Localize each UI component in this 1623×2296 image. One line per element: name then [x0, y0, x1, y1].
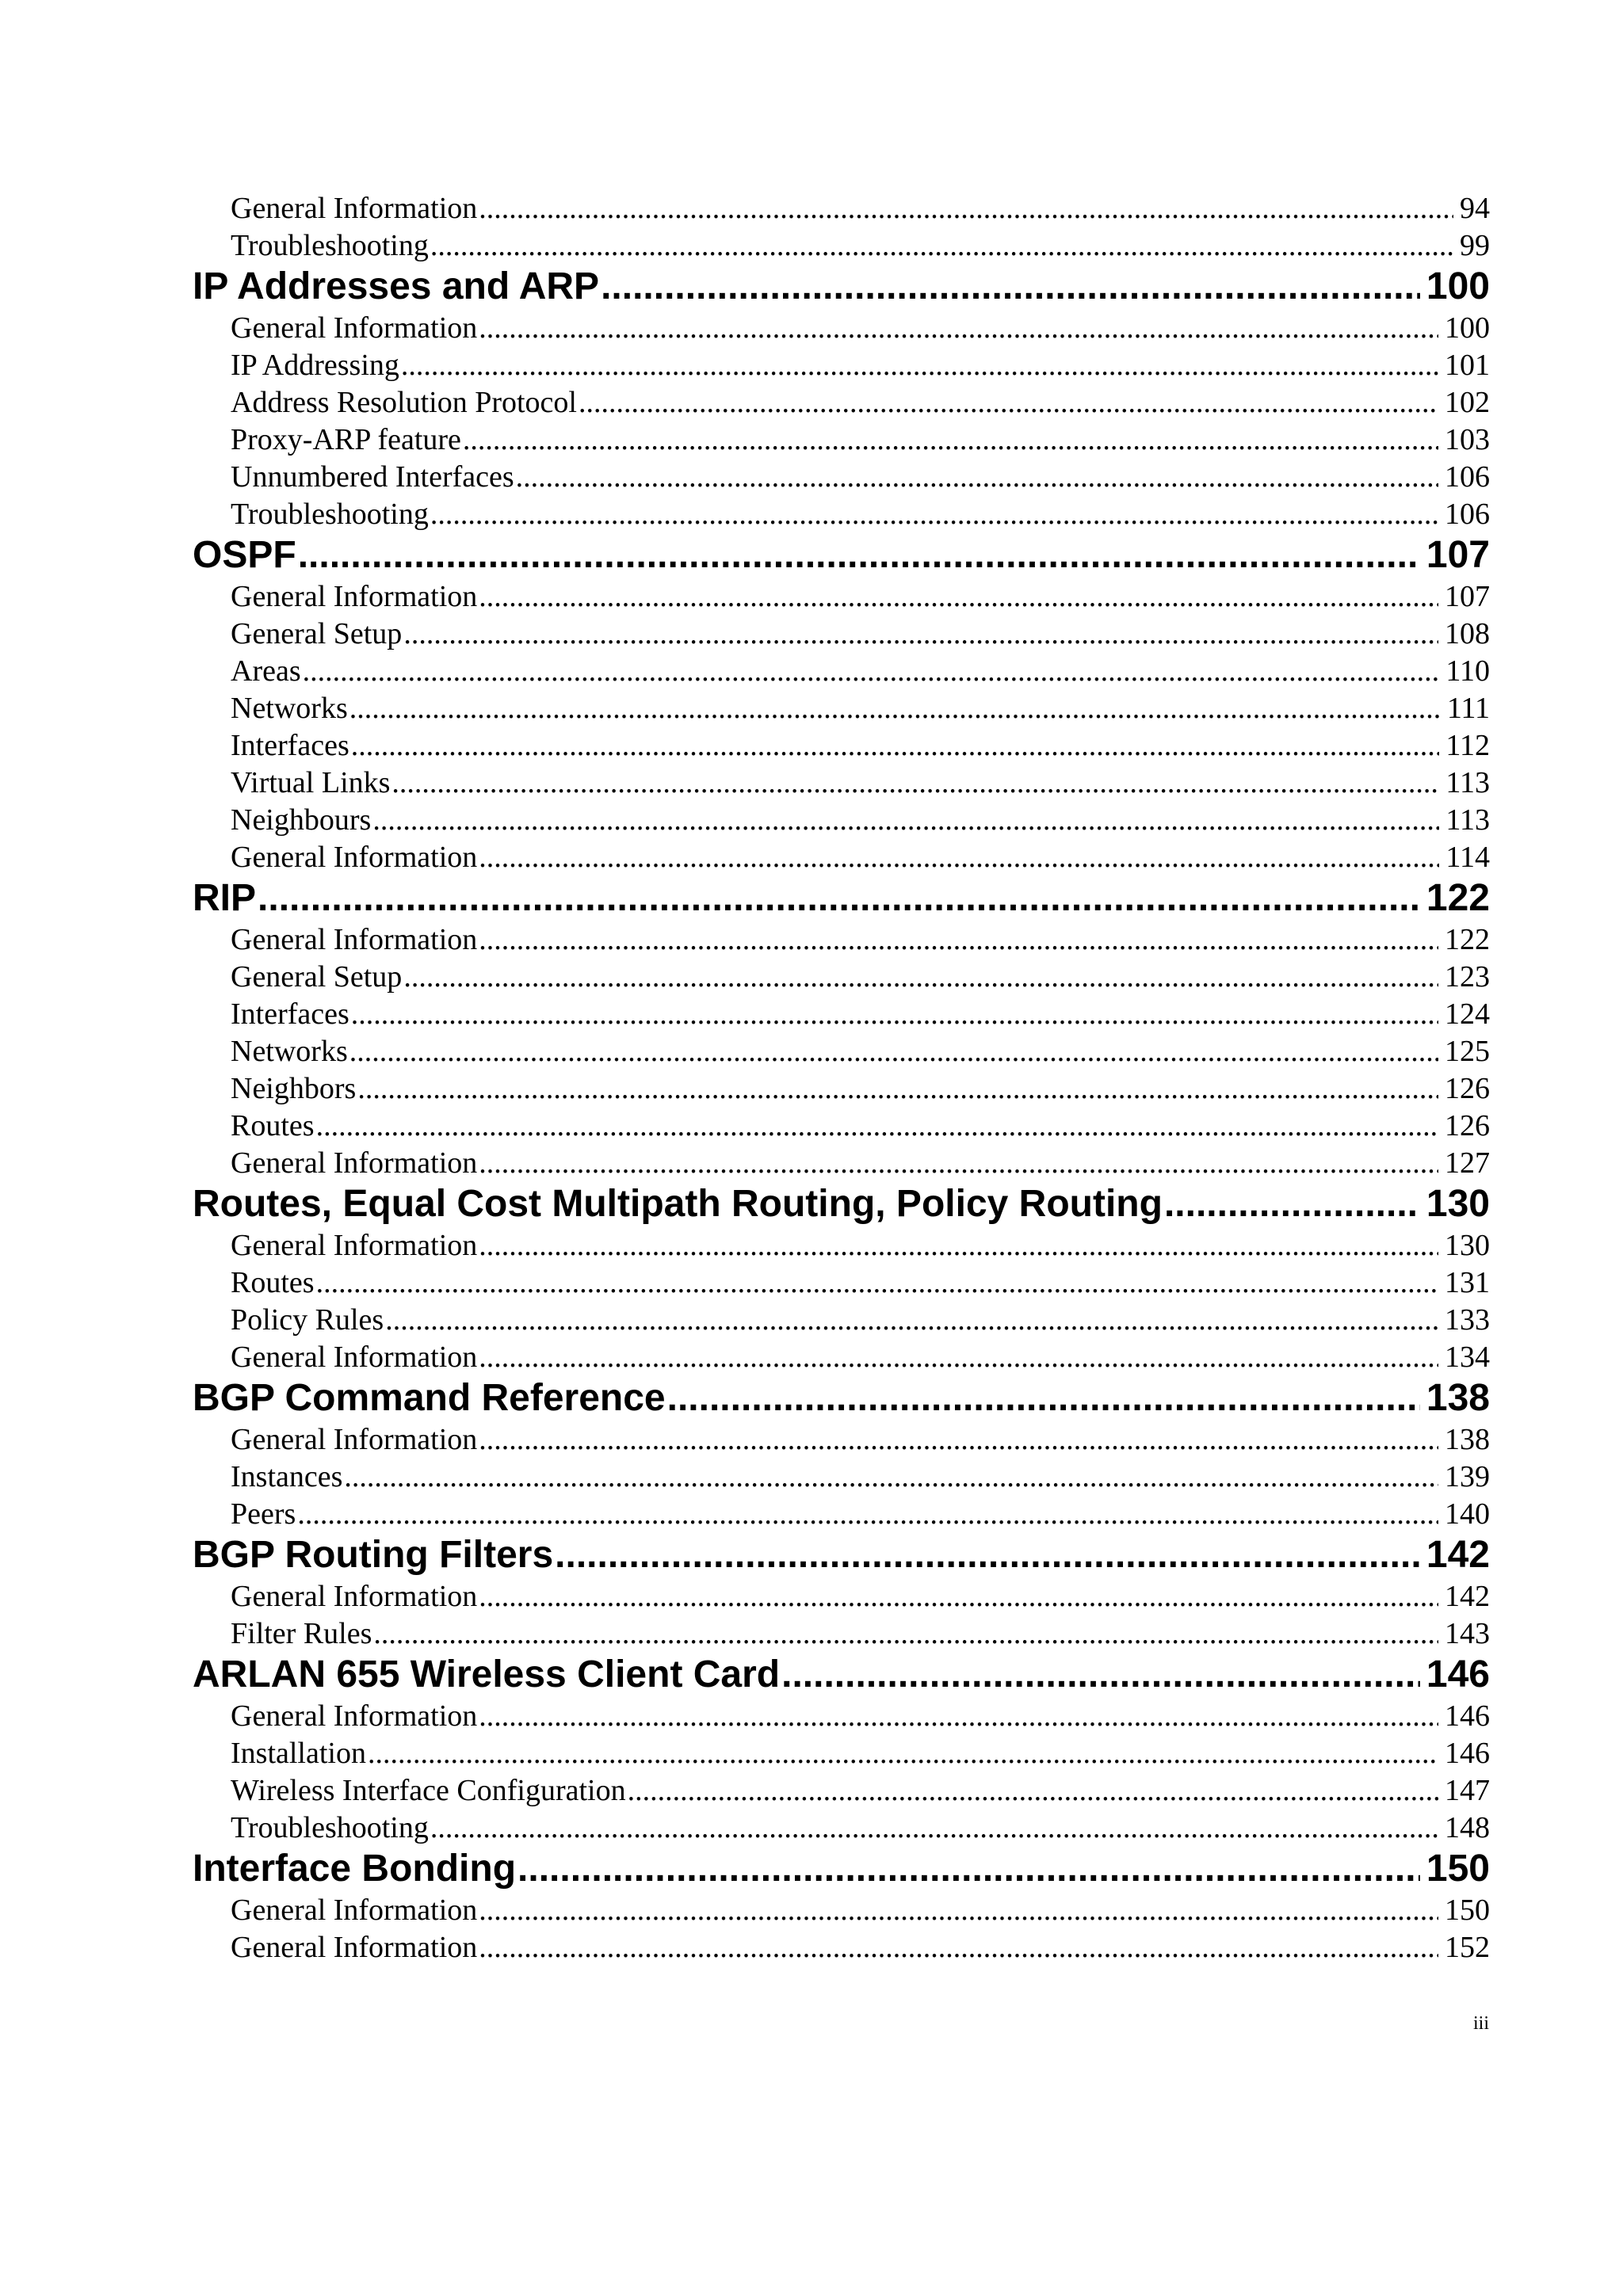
toc-entry[interactable]: [0, 1929, 1623, 1966]
toc-entry-title: BGP Command Reference: [193, 1377, 666, 1419]
toc-entry-title: General Information: [231, 1894, 478, 1927]
toc-entry-page: 138: [1426, 1377, 1490, 1419]
toc-entry-title: General Information: [231, 1423, 478, 1456]
toc-entry-title: BGP Routing Filters: [193, 1534, 554, 1576]
toc-heading[interactable]: [0, 265, 1623, 309]
toc-entry-title: General Information: [231, 1146, 478, 1180]
toc-entry-page: 125: [1445, 1035, 1490, 1068]
toc-entry[interactable]: [0, 1302, 1623, 1339]
toc-entry[interactable]: [0, 1459, 1623, 1496]
dot-leader: [391, 765, 1439, 802]
toc-entry-page: 107: [1426, 534, 1490, 576]
toc-entry-page: 133: [1445, 1303, 1490, 1337]
toc-entry[interactable]: [0, 1892, 1623, 1929]
toc-entry-title: Unnumbered Interfaces: [231, 460, 514, 494]
toc-heading[interactable]: [0, 1653, 1623, 1697]
dot-leader: [258, 876, 1420, 921]
toc-entry-page: 111: [1446, 692, 1490, 725]
toc-entry-title: General Information: [231, 1699, 478, 1733]
toc-entry-title: General Setup: [231, 617, 403, 650]
toc-entry-title: Routes: [231, 1266, 315, 1299]
toc-entry-page: 142: [1426, 1534, 1490, 1576]
toc-entry-page: 99: [1460, 229, 1490, 262]
dot-leader: [298, 533, 1420, 578]
toc-entry[interactable]: [0, 765, 1623, 802]
toc-entry-page: 130: [1445, 1229, 1490, 1262]
dot-leader: [479, 1421, 1438, 1459]
toc-entry[interactable]: [0, 802, 1623, 839]
toc-entry-page: 113: [1445, 766, 1490, 799]
toc-entry-page: 152: [1445, 1931, 1490, 1964]
toc-entry-page: 108: [1445, 617, 1490, 650]
toc-entry[interactable]: [0, 1810, 1623, 1847]
toc-entry[interactable]: [0, 578, 1623, 616]
dot-leader: [368, 1735, 1438, 1772]
toc-entry-page: 103: [1445, 423, 1490, 456]
toc-entry[interactable]: [0, 1070, 1623, 1108]
dot-leader: [479, 921, 1438, 959]
toc-entry-title: Networks: [231, 692, 348, 725]
dot-leader: [479, 578, 1438, 616]
toc-entry-title: General Information: [231, 923, 478, 956]
toc-entry[interactable]: [0, 421, 1623, 459]
toc-entry[interactable]: [0, 1339, 1623, 1376]
toc-heading[interactable]: [0, 876, 1623, 921]
toc-heading[interactable]: [0, 1847, 1623, 1891]
toc-entry-page: 122: [1426, 877, 1490, 919]
toc-entry[interactable]: [0, 347, 1623, 384]
toc-entry-title: Networks: [231, 1035, 348, 1068]
dot-leader: [401, 347, 1438, 384]
dot-leader: [479, 1929, 1438, 1966]
toc-entry-title: General Information: [231, 1931, 478, 1964]
toc-entry-title: Troubleshooting: [231, 229, 429, 262]
toc-entry-page: 127: [1445, 1146, 1490, 1180]
toc-entry-title: Neighbours: [231, 803, 372, 837]
toc-entry-page: 123: [1445, 960, 1490, 994]
toc-entry-page: 106: [1445, 498, 1490, 531]
toc-entry-page: 100: [1426, 265, 1490, 307]
toc-entry-page: 147: [1445, 1774, 1490, 1807]
toc-entry[interactable]: [0, 496, 1623, 533]
toc-entry[interactable]: [0, 190, 1623, 227]
toc-entry-title: General Information: [231, 580, 478, 613]
toc-entry-page: 114: [1445, 841, 1490, 874]
dot-leader: [316, 1264, 1438, 1302]
dot-leader: [430, 1810, 1438, 1847]
dot-leader: [517, 1847, 1420, 1891]
toc-entry-title: IP Addressing: [231, 349, 399, 382]
dot-leader: [303, 653, 1440, 690]
dot-leader: [351, 996, 1438, 1033]
toc-entry-title: General Information: [231, 841, 478, 874]
toc-entry-title: Proxy-ARP feature: [231, 423, 461, 456]
toc-entry-title: General Information: [231, 1341, 478, 1374]
toc-entry-title: Address Resolution Protocol: [231, 386, 577, 419]
toc-entry-title: OSPF: [193, 534, 296, 576]
dot-leader: [479, 1578, 1438, 1615]
dot-leader: [601, 265, 1420, 309]
dot-leader: [479, 1339, 1438, 1376]
toc-entry[interactable]: [0, 1033, 1623, 1070]
dot-leader: [479, 310, 1438, 347]
dot-leader: [479, 839, 1439, 876]
toc-entry[interactable]: [0, 1772, 1623, 1810]
dot-leader: [516, 459, 1438, 496]
toc-entry-page: 143: [1445, 1617, 1490, 1650]
dot-leader: [479, 1698, 1438, 1735]
toc-heading[interactable]: [0, 1376, 1623, 1421]
toc-entry[interactable]: [0, 1496, 1623, 1533]
dot-leader: [479, 1145, 1438, 1182]
toc-entry[interactable]: [0, 690, 1623, 727]
toc-entry-page: 107: [1445, 580, 1490, 613]
dot-leader: [479, 1227, 1438, 1264]
toc-entry-title: Filter Rules: [231, 1617, 372, 1650]
toc-entry-title: Interfaces: [231, 997, 349, 1031]
toc-entry-title: Instances: [231, 1460, 343, 1493]
toc-entry-page: 126: [1445, 1072, 1490, 1105]
toc-entry[interactable]: [0, 616, 1623, 653]
toc-entry-page: 131: [1445, 1266, 1490, 1299]
toc-entry-title: General Information: [231, 192, 478, 225]
toc-entry-title: Wireless Interface Configuration: [231, 1774, 626, 1807]
dot-leader: [781, 1653, 1420, 1697]
dot-leader: [316, 1108, 1438, 1145]
toc-entry[interactable]: [0, 1227, 1623, 1264]
dot-leader: [349, 1033, 1438, 1070]
dot-leader: [667, 1376, 1420, 1421]
toc-entry[interactable]: [0, 959, 1623, 996]
toc-entry[interactable]: [0, 996, 1623, 1033]
toc-entry[interactable]: [0, 839, 1623, 876]
dot-leader: [373, 1615, 1438, 1653]
toc-entry[interactable]: [0, 384, 1623, 421]
toc-entry-page: 102: [1445, 386, 1490, 419]
toc-entry-page: 134: [1445, 1341, 1490, 1374]
dot-leader: [385, 1302, 1438, 1339]
dot-leader: [403, 959, 1438, 996]
dot-leader: [430, 227, 1453, 265]
toc-entry-title: Interface Bonding: [193, 1848, 517, 1890]
toc-entry-title: ARLAN 655 Wireless Client Card: [193, 1653, 781, 1695]
dot-leader: [344, 1459, 1438, 1496]
dot-leader: [297, 1496, 1438, 1533]
toc-entry-page: 126: [1445, 1109, 1490, 1142]
toc-entry[interactable]: [0, 727, 1623, 765]
toc-entry-page: 110: [1445, 654, 1490, 688]
toc-entry-title: Interfaces: [231, 729, 349, 762]
toc-entry-title: Neighbors: [231, 1072, 357, 1105]
toc-entry[interactable]: [0, 1145, 1623, 1182]
toc-entry-title: RIP: [193, 877, 257, 919]
toc-entry[interactable]: [0, 1615, 1623, 1653]
toc-heading[interactable]: [0, 533, 1623, 578]
toc-entry-title: Routes, Equal Cost Multipath Routing, Policy Routing: [193, 1183, 1163, 1225]
toc-entry-page: 150: [1445, 1894, 1490, 1927]
toc-entry-page: 138: [1445, 1423, 1490, 1456]
toc-heading[interactable]: [0, 1533, 1623, 1577]
toc-entry-page: 139: [1445, 1460, 1490, 1493]
dot-leader: [479, 1892, 1438, 1929]
toc-entry-page: 94: [1460, 192, 1490, 225]
toc-entry[interactable]: [0, 459, 1623, 496]
toc-entry[interactable]: [0, 310, 1623, 347]
dot-leader: [430, 496, 1438, 533]
dot-leader: [403, 616, 1438, 653]
toc-entry-title: Troubleshooting: [231, 498, 429, 531]
toc-entry-page: 122: [1445, 923, 1490, 956]
dot-leader: [579, 384, 1438, 421]
toc-entry-page: 113: [1445, 803, 1490, 837]
toc-entry[interactable]: [0, 1578, 1623, 1615]
toc-entry-title: Virtual Links: [231, 766, 391, 799]
toc-entry-page: 106: [1445, 460, 1490, 494]
toc-entry-title: General Information: [231, 1229, 478, 1262]
toc-entry-title: Routes: [231, 1109, 315, 1142]
toc-entry-page: 101: [1445, 349, 1490, 382]
dot-leader: [357, 1070, 1438, 1108]
toc-entry-title: Peers: [231, 1497, 296, 1531]
toc-entry[interactable]: [0, 1421, 1623, 1459]
toc-entry-page: 146: [1426, 1653, 1490, 1695]
dot-leader: [372, 802, 1439, 839]
toc-entry-title: Troubleshooting: [231, 1811, 429, 1844]
toc-entry-title: General Setup: [231, 960, 403, 994]
dot-leader: [479, 190, 1453, 227]
toc-entry-title: IP Addresses and ARP: [193, 265, 600, 307]
toc-entry-page: 148: [1445, 1811, 1490, 1844]
dot-leader: [351, 727, 1440, 765]
dot-leader: [628, 1772, 1438, 1810]
toc-entry-title: Areas: [231, 654, 301, 688]
dot-leader: [555, 1533, 1420, 1577]
toc-entry[interactable]: [0, 227, 1623, 265]
page-number: iii: [1472, 2013, 1489, 2034]
toc-entry-page: 124: [1445, 997, 1490, 1031]
dot-leader: [1164, 1182, 1420, 1226]
toc-entry-page: 142: [1445, 1580, 1490, 1613]
toc-entry-title: Policy Rules: [231, 1303, 384, 1337]
toc-entry[interactable]: [0, 653, 1623, 690]
toc-entry[interactable]: [0, 1698, 1623, 1735]
toc-entry[interactable]: [0, 1264, 1623, 1302]
toc-entry-title: General Information: [231, 1580, 478, 1613]
toc-entry-page: 150: [1426, 1848, 1490, 1890]
toc-heading[interactable]: [0, 1182, 1623, 1226]
toc-entry-page: 146: [1445, 1737, 1490, 1770]
toc-entry-title: Installation: [231, 1737, 366, 1770]
toc-entry[interactable]: [0, 921, 1623, 959]
dot-leader: [349, 690, 1441, 727]
toc-entry-page: 140: [1445, 1497, 1490, 1531]
toc-entry-page: 146: [1445, 1699, 1490, 1733]
toc-entry-title: General Information: [231, 311, 478, 345]
toc-entry[interactable]: [0, 1108, 1623, 1145]
dot-leader: [463, 421, 1438, 459]
toc-entry[interactable]: [0, 1735, 1623, 1772]
toc-entry-page: 100: [1445, 311, 1490, 345]
toc-entry-page: 130: [1426, 1183, 1490, 1225]
toc-entry-page: 112: [1445, 729, 1490, 762]
